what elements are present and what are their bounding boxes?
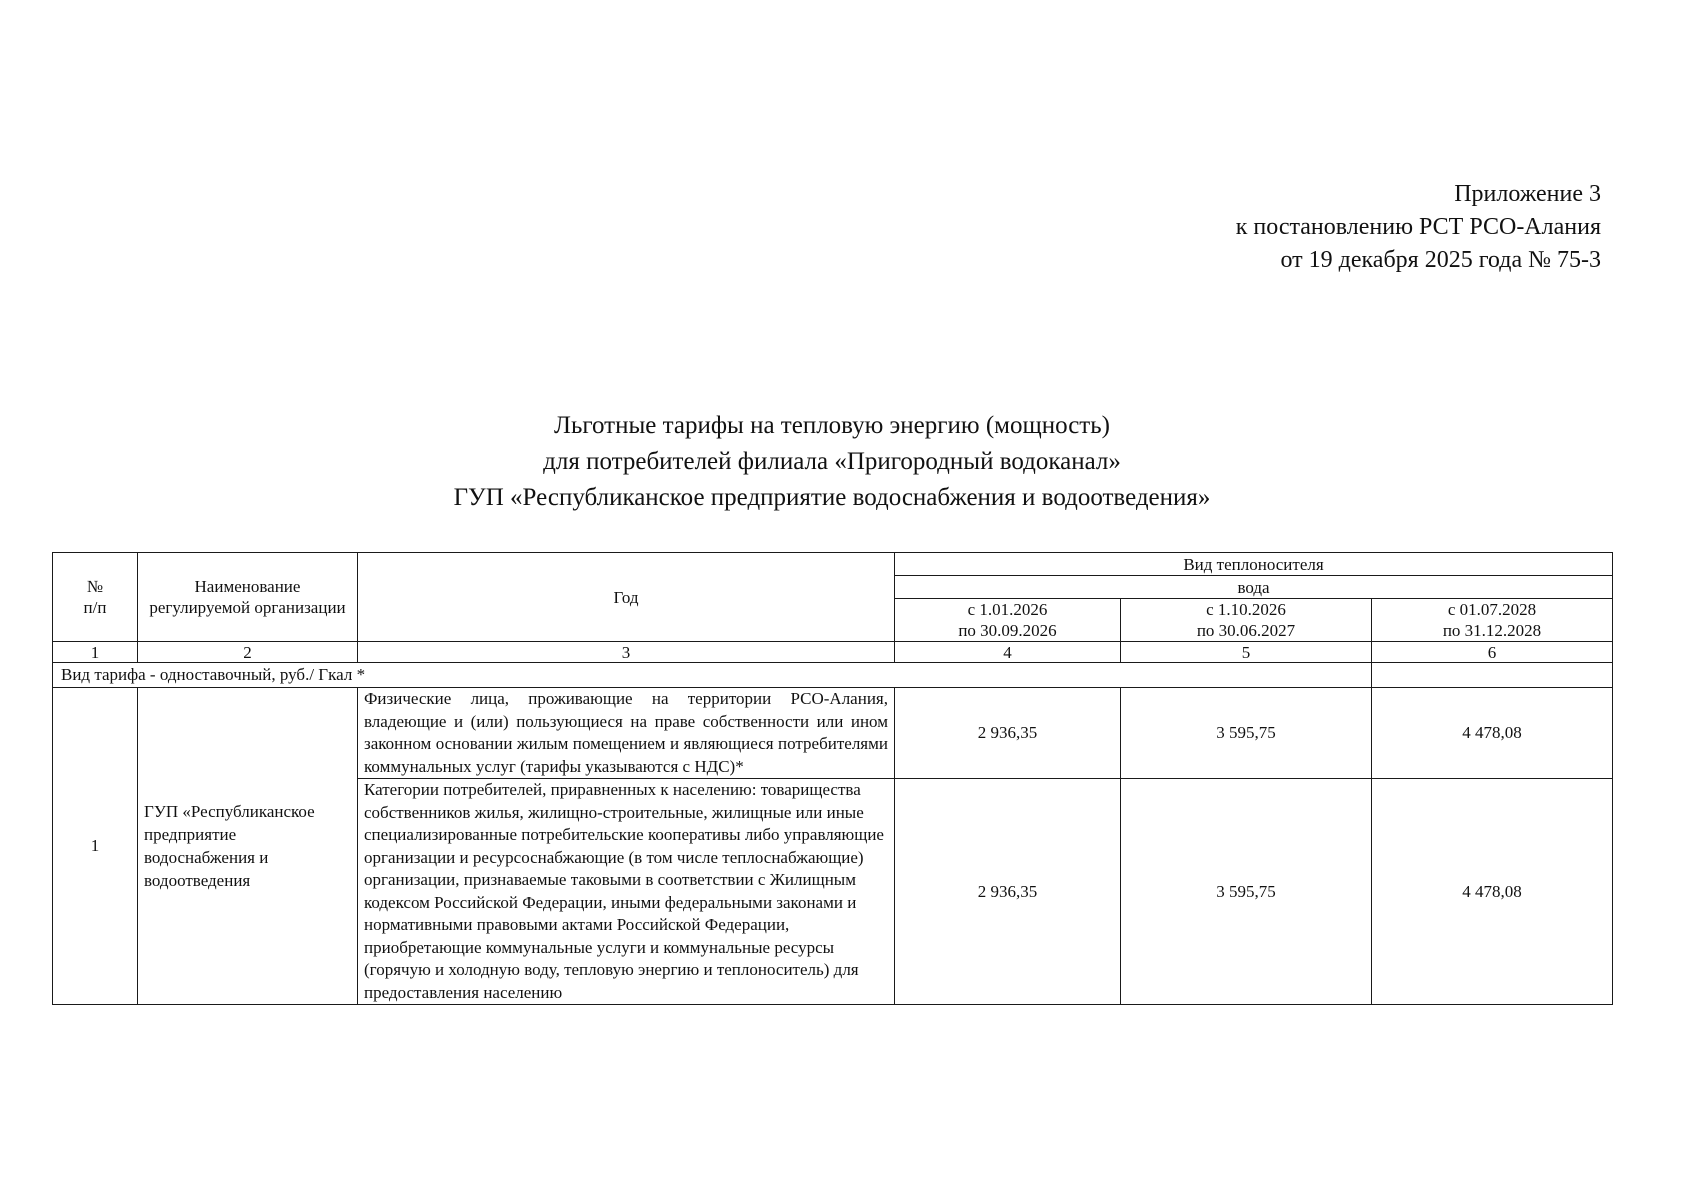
period-1-from: с 1.01.2026 [967,600,1048,619]
title-line-1: Льготные тарифы на тепловую энергию (мощность) [554,412,1110,439]
column-number-row [53,642,1613,663]
column-number: 5 [1121,642,1372,663]
annex-block [1236,178,1601,277]
title-line-3: ГУП «Республиканское предприятие водоснабжения и водоотведения» [453,484,1211,511]
annex-resolution: к постановлению РСТ РСО-Алания [1235,214,1601,240]
header-year: Год [358,553,895,642]
organization-name: ГУП «Республиканское предприятие водоснабжения и водоотведения [138,688,358,1005]
annex-number: Приложение 3 [1454,181,1601,207]
column-number: 3 [358,642,895,663]
tariff-value: 3 595,75 [1121,688,1372,779]
tariff-table [52,552,1613,1005]
category-description: Физические лица, проживающие на территории РСО-Алания, владеющие и (или) пользующиеся на праве собственности или ином законном основании жилым помещением и являющиеся потребителями коммунальных услуг (тарифы указываются с НДС)* [358,688,895,779]
column-number: 4 [895,642,1121,663]
period-3-from: с 01.07.2028 [1447,600,1537,619]
tariff-type: Вид тарифа - одноставочный, руб./ Гкал * [53,663,1372,688]
column-number: 2 [138,642,358,663]
header-period-2 [1121,599,1372,642]
tariff-type-row [53,663,1613,688]
tariff-value: 3 595,75 [1121,779,1372,1005]
tariff-value: 4 478,08 [1372,688,1613,779]
period-2-from: с 1.10.2026 [1206,600,1286,619]
header-carrier-type: Вид теплоносителя [895,553,1613,576]
tariff-type-empty-cell [1372,663,1613,688]
category-description: Категории потребителей, приравненных к населению: товарищества собственников жилья, жилищно-строительные, жилищные или иные специализированные потребительские кооперативы либо управляющие организации и ресурсоснабжающие (в том числе теплоснабжающие) организации, признаваемые таковыми в соответствии с Жилищным кодексом Российской Федерации, иными федеральными законами и нормативными правовыми актами Российской Федерации, приобретающие коммунальные услуги и коммунальные ресурсы (горячую и холодную воду, тепловую энергию и теплоноситель) для предоставления населению [358,779,895,1005]
header-carrier: вода [895,576,1613,599]
header-period-3 [1372,599,1613,642]
tariff-value: 2 936,35 [895,688,1121,779]
document-title [52,408,1612,516]
header-number: № п/п [53,553,138,642]
annex-date: от 19 декабря 2025 года № 75-3 [1280,247,1601,273]
period-2-to: по 30.06.2027 [1196,621,1296,640]
title-line-2: для потребителей филиала «Пригородный водоканал» [543,448,1121,475]
period-3-to: по 31.12.2028 [1442,621,1542,640]
table-row [53,688,1613,779]
header-period-1 [895,599,1121,642]
row-number: 1 [53,688,138,1005]
tariff-value: 4 478,08 [1372,779,1613,1005]
header-org-name: Наименование регулируемой организации [138,553,358,642]
column-number: 1 [53,642,138,663]
tariff-value: 2 936,35 [895,779,1121,1005]
column-number: 6 [1372,642,1613,663]
period-1-to: по 30.09.2026 [958,621,1057,640]
